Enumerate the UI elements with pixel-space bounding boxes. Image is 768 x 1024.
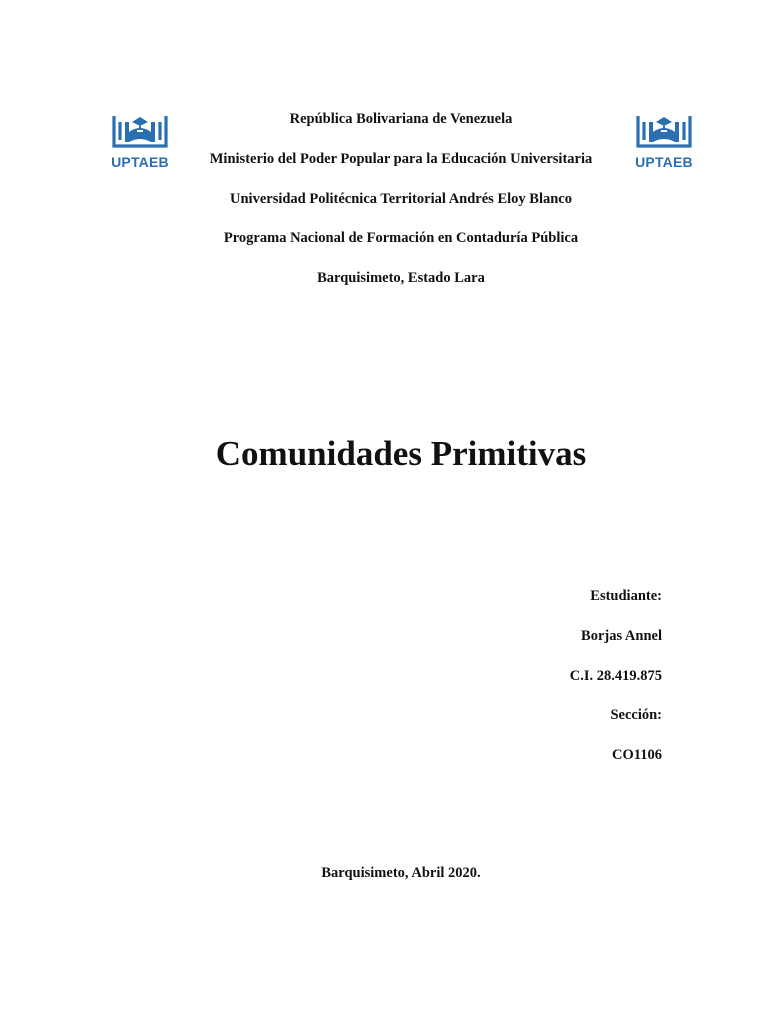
student-label: Estudiante:: [590, 588, 662, 604]
footer-place-date: Barquisimeto, Abril 2020.: [321, 865, 481, 881]
header-university: Universidad Politécnica Territorial Andrés Eloy Blanco: [230, 191, 572, 207]
section-label: Sección:: [610, 707, 662, 723]
header-program: Programa Nacional de Formación en Contaduría Pública: [223, 230, 579, 246]
student-name: Borjas Annel: [581, 628, 662, 644]
uptaeb-logo-text: UPTAEB: [111, 154, 169, 170]
section-value: CO1106: [612, 747, 662, 763]
student-id: C.I. 28.419.875: [569, 668, 662, 684]
header-ministry: Ministerio del Poder Popular para la Educación Universitaria: [209, 151, 593, 167]
document-title: Comunidades Primitivas: [215, 434, 587, 473]
uptaeb-logo-text: UPTAEB: [635, 154, 693, 170]
header-location: Barquisimeto, Estado Lara: [317, 270, 485, 286]
header-country: República Bolivariana de Venezuela: [289, 111, 513, 127]
